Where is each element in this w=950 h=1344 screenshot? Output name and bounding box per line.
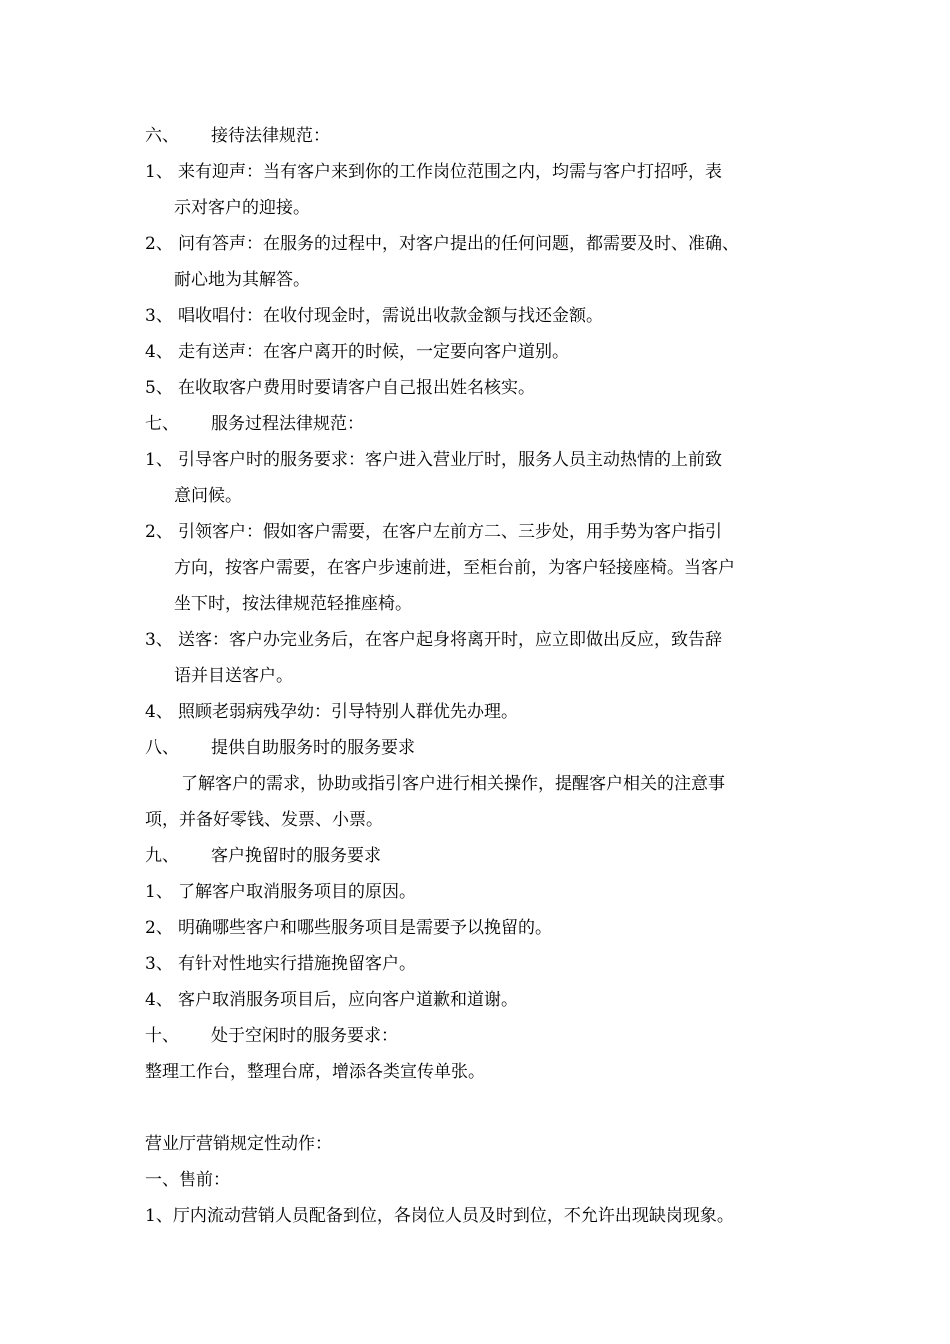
section-title: 提供自助服务时的服务要求 — [211, 738, 415, 758]
blank-line — [145, 1090, 825, 1126]
section-heading-8 — [145, 730, 825, 766]
list-item — [145, 874, 825, 910]
section-number: 六、 — [145, 126, 179, 146]
item-number: 2、 — [145, 918, 173, 938]
item-text: 引导客户时的服务要求：客户进入营业厅时，服务人员主动热情的上前致 — [178, 450, 722, 470]
item-text: 客户取消服务项目后，应向客户道歉和道谢。 — [178, 990, 518, 1010]
item-number: 1、 — [145, 162, 173, 182]
list-item — [145, 946, 825, 982]
list-item — [145, 622, 825, 658]
marketing-subheading: 一、售前： — [145, 1170, 230, 1190]
item-continuation: 意问候。 — [174, 486, 242, 506]
item-text: 问有答声：在服务的过程中，对客户提出的任何问题，都需要及时、准确、 — [178, 234, 739, 254]
item-number: 4、 — [145, 990, 173, 1010]
section-number: 九、 — [145, 846, 179, 866]
item-number: 3、 — [145, 954, 173, 974]
section-title: 客户挽留时的服务要求 — [211, 846, 381, 866]
list-item — [145, 442, 825, 478]
list-item — [145, 982, 825, 1018]
list-item — [145, 154, 825, 190]
item-number: 1、 — [145, 882, 173, 902]
item-continuation: 坐下时，按法律规范轻推座椅。 — [174, 594, 412, 614]
section-number: 十、 — [145, 1026, 179, 1046]
item-number: 1、 — [145, 450, 173, 470]
section-title: 处于空闲时的服务要求： — [211, 1026, 398, 1046]
document-body — [145, 118, 825, 1234]
item-text: 了解客户取消服务项目的原因。 — [178, 882, 416, 902]
section-heading-6 — [145, 118, 825, 154]
list-item — [145, 910, 825, 946]
paragraph-line: 整理工作台，整理台席，增添各类宣传单张。 — [145, 1062, 485, 1082]
item-text: 明确哪些客户和哪些服务项目是需要予以挽留的。 — [178, 918, 552, 938]
item-text: 有针对性地实行措施挽留客户。 — [178, 954, 416, 974]
item-text: 引领客户：假如客户需要，在客户左前方二、三步处，用手势为客户指引 — [178, 522, 722, 542]
item-continuation: 方向，按客户需要，在客户步速前进，至柜台前，为客户轻接座椅。当客户 — [174, 558, 735, 578]
item-number: 4、 — [145, 342, 173, 362]
section-heading-10 — [145, 1018, 825, 1054]
item-text: 照顾老弱病残孕幼：引导特别人群优先办理。 — [178, 702, 518, 722]
item-number: 2、 — [145, 522, 173, 542]
paragraph-line: 项，并备好零钱、发票、小票。 — [145, 810, 383, 830]
section-number: 七、 — [145, 414, 179, 434]
item-text: 在收取客户费用时要请客户自己报出姓名核实。 — [178, 378, 535, 398]
marketing-title: 营业厅营销规定性动作： — [145, 1134, 332, 1154]
item-continuation: 耐心地为其解答。 — [174, 270, 310, 290]
item-number: 5、 — [145, 378, 173, 398]
item-number: 2、 — [145, 234, 173, 254]
list-item — [145, 298, 825, 334]
list-item — [145, 226, 825, 262]
paragraph-line: 了解客户的需求，协助或指引客户进行相关操作，提醒客户相关的注意事 — [181, 774, 725, 794]
section-heading-9 — [145, 838, 825, 874]
item-continuation: 语并目送客户。 — [174, 666, 293, 686]
section-number: 八、 — [145, 738, 179, 758]
item-text: 来有迎声：当有客户来到你的工作岗位范围之内，均需与客户打招呼，表 — [178, 162, 722, 182]
list-item — [145, 694, 825, 730]
marketing-item: 1、厅内流动营销人员配备到位，各岗位人员及时到位，不允许出现缺岗现象。 — [145, 1206, 734, 1226]
list-item — [145, 370, 825, 406]
item-text: 走有送声：在客户离开的时候，一定要向客户道别。 — [178, 342, 569, 362]
section-heading-7 — [145, 406, 825, 442]
item-number: 4、 — [145, 702, 173, 722]
item-text: 送客：客户办完业务后，在客户起身将离开时，应立即做出反应，致告辞 — [178, 630, 722, 650]
list-item — [145, 334, 825, 370]
list-item — [145, 514, 825, 550]
item-number: 3、 — [145, 630, 173, 650]
item-text: 唱收唱付：在收付现金时，需说出收款金额与找还金额。 — [178, 306, 603, 326]
item-continuation: 示对客户的迎接。 — [174, 198, 310, 218]
section-title: 服务过程法律规范： — [211, 414, 364, 434]
section-title: 接待法律规范： — [211, 126, 330, 146]
item-number: 3、 — [145, 306, 173, 326]
